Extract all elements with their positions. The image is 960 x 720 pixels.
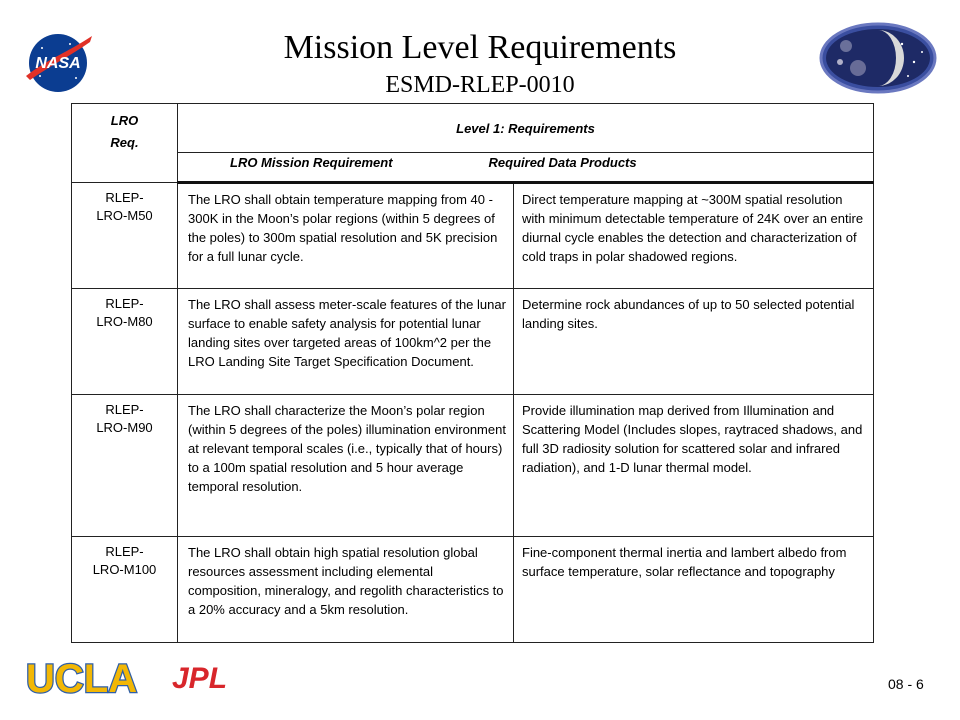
col-subheader — [178, 153, 874, 183]
row-id-line1: RLEP- — [105, 190, 144, 205]
row-id — [72, 289, 178, 395]
table-row — [72, 289, 874, 395]
col-header-mission: LRO Mission Requirement — [230, 155, 393, 170]
jpl-logo — [170, 660, 270, 694]
page-number: 08 - 6 — [888, 676, 924, 692]
col-header-req-line1: LRO — [110, 113, 139, 128]
row-id-line2: LRO-M100 — [92, 562, 157, 577]
col-header-level: Level 1: Requirements — [178, 104, 874, 153]
col-header-req-line2: Req. — [110, 135, 139, 150]
row-id — [72, 395, 178, 537]
page-subtitle: ESMD-RLEP-0010 — [385, 72, 575, 98]
row-id — [72, 537, 178, 643]
row-id-line2: LRO-M50 — [96, 208, 153, 223]
requirements-table — [71, 103, 874, 643]
row-requirement: The LRO shall characterize the Moon’s polar region (within 5 degrees of the poles) illumination environment at relevant temporal scales (i.e., typically that of hours) to a 100m spatial resolution and 5 hour average temporal resolution. — [178, 395, 514, 537]
row-id — [72, 183, 178, 289]
col-header-products: Required Data Products — [488, 155, 637, 170]
row-id-line1: RLEP- — [105, 296, 144, 311]
table-row — [72, 395, 874, 537]
table-row — [72, 183, 874, 289]
table-header-row — [72, 104, 874, 153]
table-subheader-row — [72, 153, 874, 183]
jpl-logo-text: JPL — [172, 662, 228, 694]
row-products: Determine rock abundances of up to 50 selected potential landing sites. — [514, 289, 874, 395]
nasa-logo-text: NASA — [35, 55, 81, 72]
page-title: Mission Level Requirements — [283, 29, 677, 66]
row-id-line2: LRO-M80 — [96, 314, 153, 329]
row-products: Provide illumination map derived from Illumination and Scattering Model (Includes slopes, raytraced shadows, and full 3D radiosity solution for scattered solar and infrared radiation), and 1-D lunar thermal model. — [514, 395, 874, 537]
ucla-logo — [24, 654, 144, 698]
row-requirement: The LRO shall assess meter-scale features of the lunar surface to enable safety analysis for potential lunar landing sites over targeted areas of 100km^2 per the LRO Landing Site Target Specification Document. — [178, 289, 514, 395]
row-requirement: The LRO shall obtain high spatial resolution global resources assessment including elemental composition, mineralogy, and regolith characteristics to a 20% accuracy and a 5km resolution. — [178, 537, 514, 643]
moon-emblem — [818, 22, 938, 94]
ucla-logo-text: UCLA — [26, 657, 138, 698]
row-requirement: The LRO shall obtain temperature mapping from 40 - 300K in the Moon’s polar regions (within 5 degrees of the poles) to 300m spatial resolution and 5K precision for a full lunar cycle. — [178, 183, 514, 289]
row-products: Direct temperature mapping at ~300M spatial resolution with minimum detectable temperature of 24K over an entire diurnal cycle enables the detection and characterization of cold traps in polar shadowed regions. — [514, 183, 874, 289]
row-products: Fine-component thermal inertia and lambert albedo from surface temperature, solar reflectance and topography — [514, 537, 874, 643]
row-id-line2: LRO-M90 — [96, 420, 153, 435]
col-header-req — [72, 104, 178, 183]
row-id-line1: RLEP- — [105, 402, 144, 417]
row-id-line1: RLEP- — [105, 544, 144, 559]
table-row — [72, 537, 874, 643]
